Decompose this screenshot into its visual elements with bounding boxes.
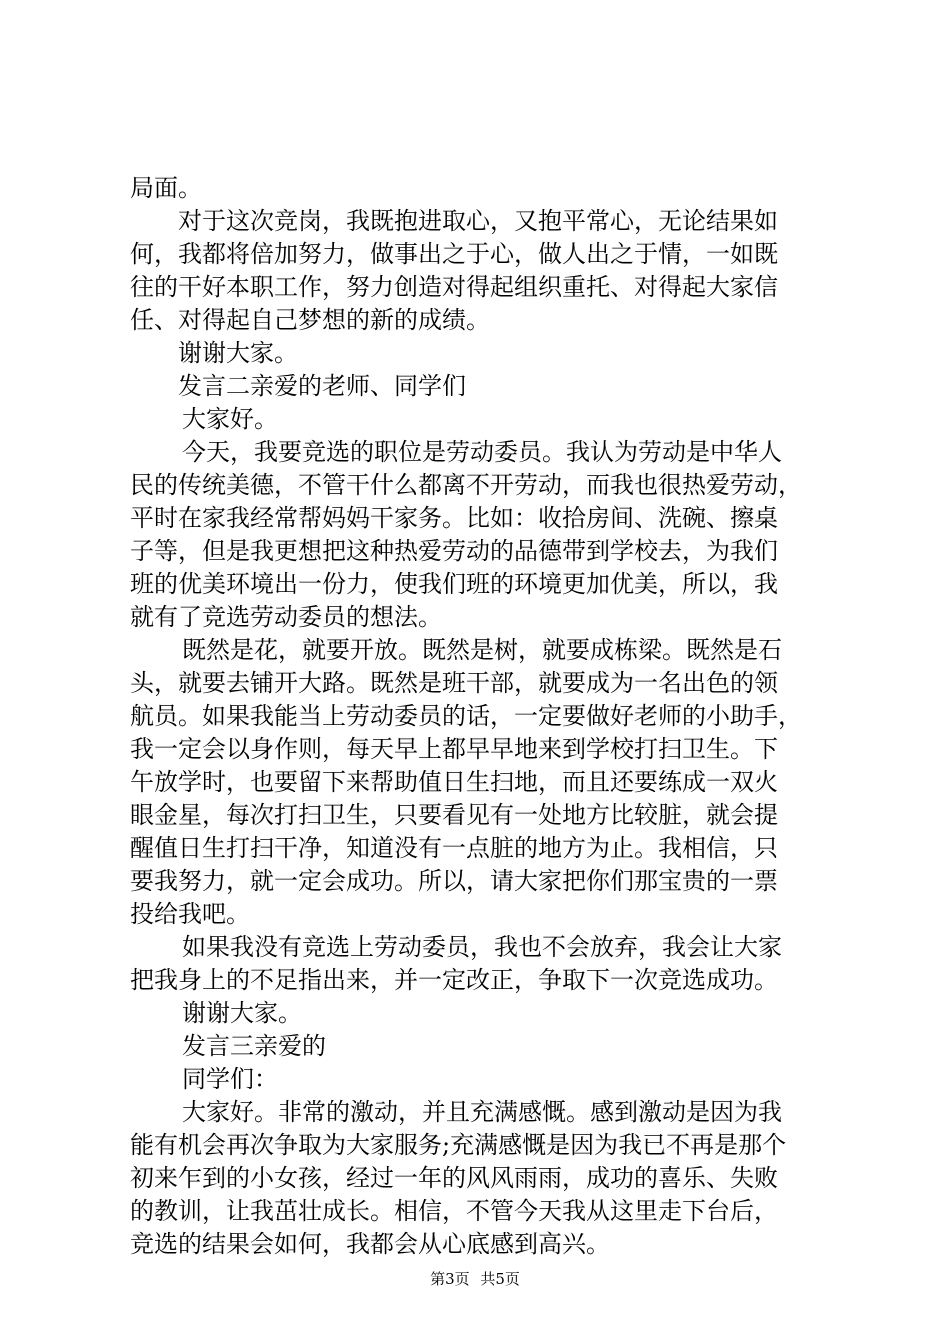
text-line: 能有机会再次争取为大家服务;充满感慨是因为我已不再是那个	[130, 1131, 787, 1159]
text-line: 的教训，让我茁壮成长。相信，不管今天我从这里走下台后，	[130, 1197, 778, 1225]
text-line: 发言二亲爱的老师、同学们	[178, 372, 466, 400]
text-line: 投给我吧。	[130, 900, 250, 928]
text-line: 航员。如果我能当上劳动委员的话，一定要做好老师的小助手，	[130, 702, 802, 730]
page-total: 共5页	[480, 1270, 520, 1288]
text-line: 眼金星，每次打扫卫生，只要看见有一处地方比较脏，就会提	[130, 801, 778, 829]
text-line: 大家好。	[182, 405, 278, 433]
text-line: 午放学时，也要留下来帮助值日生扫地，而且还要练成一双火	[130, 768, 778, 796]
text-line: 要我努力，就一定会成功。所以，请大家把你们那宝贵的一票	[130, 867, 778, 895]
text-line: 平时在家我经常帮妈妈干家务。比如：收拾房间、洗碗、擦桌	[130, 504, 778, 532]
text-line: 竞选的结果会如何，我都会从心底感到高兴。	[130, 1230, 610, 1258]
page-number: 第3页	[430, 1270, 470, 1288]
body-text	[130, 172, 830, 1261]
text-line: 发言三亲爱的	[182, 1032, 326, 1060]
text-line: 大家好。非常的激动，并且充满感慨。感到激动是因为我	[182, 1098, 782, 1126]
text-line: 任、对得起自己梦想的新的成绩。	[130, 306, 490, 334]
text-line: 把我身上的不足指出来，并一定改正，争取下一次竞选成功。	[130, 966, 778, 994]
page-footer	[0, 1268, 950, 1289]
text-line: 头，就要去铺开大路。既然是班干部，就要成为一名出色的领	[130, 669, 778, 697]
text-line: 我一定会以身作则，每天早上都早早地来到学校打扫卫生。下	[130, 735, 778, 763]
text-line: 既然是花，就要开放。既然是树，就要成栋梁。既然是石	[182, 636, 782, 664]
text-line: 谢谢大家。	[178, 339, 298, 367]
text-line: 同学们：	[182, 1065, 278, 1093]
text-line: 往的干好本职工作，努力创造对得起组织重托、对得起大家信	[130, 273, 778, 301]
text-line: 就有了竞选劳动委员的想法。	[130, 603, 442, 631]
text-line: 民的传统美德，不管干什么都离不开劳动，而我也很热爱劳动，	[130, 471, 802, 499]
text-line: 今天，我要竞选的职位是劳动委员。我认为劳动是中华人	[182, 438, 782, 466]
text-line: 班的优美环境出一份力，使我们班的环境更加优美，所以，我	[130, 570, 778, 598]
text-line: 初来乍到的小女孩，经过一年的风风雨雨，成功的喜乐、失败	[130, 1164, 778, 1192]
text-line: 如果我没有竞选上劳动委员，我也不会放弃，我会让大家	[182, 933, 782, 961]
text-line: 局面。	[130, 174, 202, 202]
text-line: 子等，但是我更想把这种热爱劳动的品德带到学校去，为我们	[130, 537, 778, 565]
text-line: 醒值日生打扫干净，知道没有一点脏的地方为止。我相信，只	[130, 834, 778, 862]
text-line: 何，我都将倍加努力，做事出之于心，做人出之于情，一如既	[130, 240, 778, 268]
text-line: 谢谢大家。	[182, 999, 302, 1027]
text-line: 对于这次竞岗，我既抱进取心，又抱平常心，无论结果如	[178, 207, 778, 235]
